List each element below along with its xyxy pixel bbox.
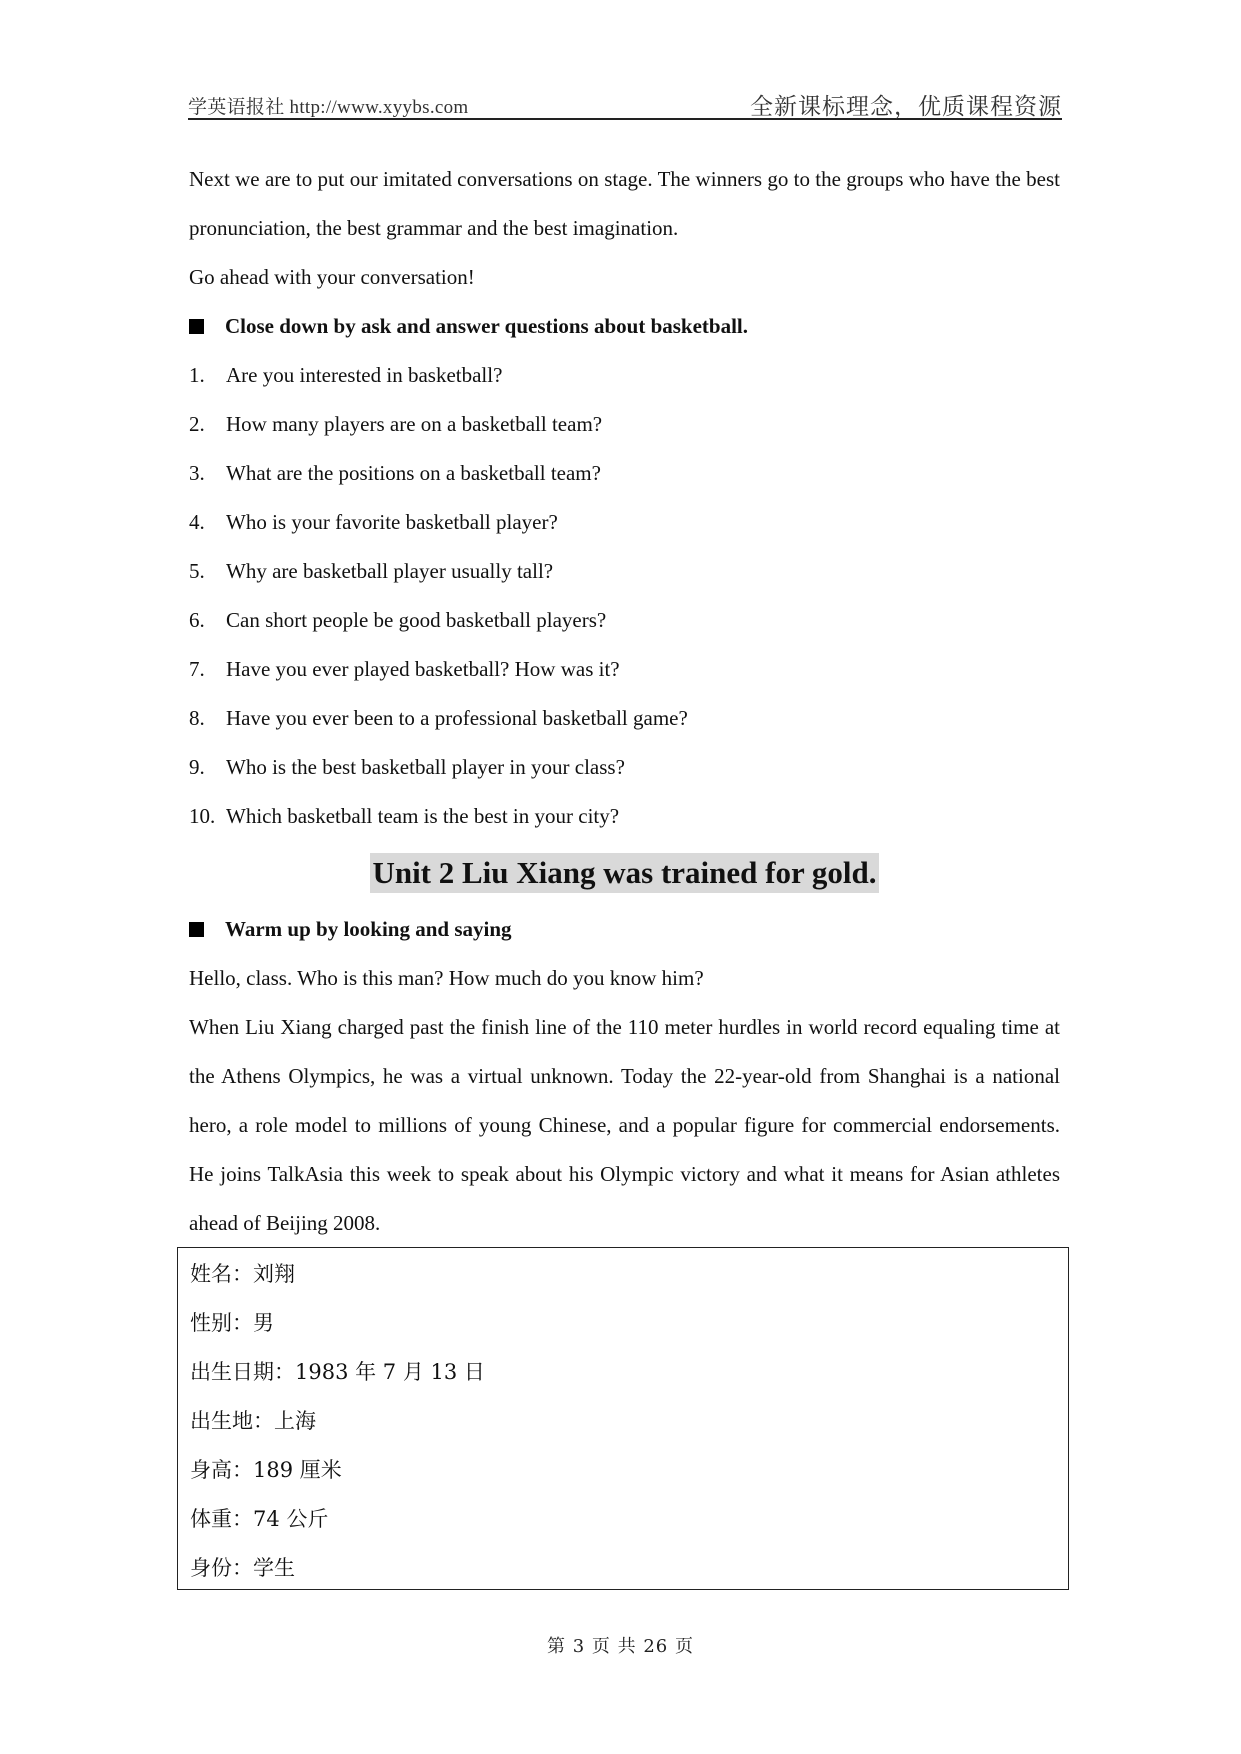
info-name: 姓名：刘翔 [190, 1262, 295, 1286]
question-list [189, 351, 1060, 841]
list-item-number: 3. [189, 461, 205, 485]
page-content [189, 155, 1060, 1248]
info-height: 身高：189 厘米 [190, 1458, 342, 1482]
section-heading-warm-up [189, 905, 1060, 954]
list-item [189, 792, 1060, 841]
list-item [189, 400, 1060, 449]
intro-line: Go ahead with your conversation! [189, 265, 475, 289]
list-item-number: 10. [189, 804, 216, 828]
list-item-text: How many players are on a basketball team? [226, 412, 603, 436]
info-birthplace: 出生地：上海 [190, 1409, 316, 1433]
profile-info-box [177, 1247, 1069, 1590]
list-item-text: Are you interested in basketball? [226, 363, 503, 387]
list-item [189, 596, 1060, 645]
list-item-number: 6. [189, 608, 205, 632]
list-item-text: Have you ever been to a professional basketball game? [226, 706, 688, 730]
list-item [189, 498, 1060, 547]
list-item-number: 8. [189, 706, 205, 730]
section-heading-close-down [189, 302, 1060, 351]
list-item-text: What are the positions on a basketball team? [226, 461, 601, 485]
info-occupation: 身份：学生 [190, 1556, 295, 1580]
page-header [188, 86, 1062, 120]
list-item-number: 1. [189, 363, 205, 387]
list-item-text: Who is your favorite basketball player? [226, 510, 558, 534]
list-item-number: 4. [189, 510, 205, 534]
header-slogan: 全新课标理念，优质课程资源 [750, 94, 1062, 119]
list-item-number: 7. [189, 657, 205, 681]
list-item-number: 5. [189, 559, 205, 583]
info-weight: 体重：74 公斤 [190, 1507, 329, 1531]
list-item [189, 743, 1060, 792]
list-item-number: 9. [189, 755, 205, 779]
section-heading-text: Close down by ask and answer questions about basketball. [225, 314, 749, 338]
list-item-text: Who is the best basketball player in your class? [226, 755, 625, 779]
list-item [189, 645, 1060, 694]
page-number: 第 3 页 共 26 页 [547, 1636, 694, 1657]
warm-up-paragraph: When Liu Xiang charged past the finish line of the 110 meter hurdles in world record equaling time at the Athens Olympics, he was a virtual unknown. Today the 22-year-old from Shanghai is a national hero, a role model to millions of young Chinese, and a popular figure for commercial endorsements. He joins TalkAsia this week to speak about his Olympic victory and what it means for Asian athletes ahead of Beijing 2008. [189, 1015, 1060, 1235]
list-item-text: Which basketball team is the best in your city? [226, 804, 620, 828]
square-bullet-icon [189, 319, 204, 334]
list-item-text: Have you ever played basketball? How was it? [226, 657, 620, 681]
list-item-text: Can short people be good basketball players? [226, 608, 607, 632]
square-bullet-icon [189, 922, 204, 937]
intro-paragraph: Next we are to put our imitated conversations on stage. The winners go to the groups who have the best pronunciation, the best grammar and the best imagination. [189, 167, 1060, 240]
info-gender: 性别：男 [190, 1311, 274, 1335]
list-item-number: 2. [189, 412, 205, 436]
info-birthdate: 出生日期：1983 年 7 月 13 日 [190, 1360, 485, 1384]
list-item [189, 449, 1060, 498]
header-publisher: 学英语报社 http://www.xyybs.com [188, 97, 469, 118]
section-heading-text: Warm up by looking and saying [225, 917, 512, 941]
list-item [189, 547, 1060, 596]
unit-title: Unit 2 Liu Xiang was trained for gold. [370, 853, 878, 893]
list-item [189, 351, 1060, 400]
unit-title-block [189, 843, 1060, 903]
list-item-text: Why are basketball player usually tall? [226, 559, 554, 583]
list-item [189, 694, 1060, 743]
warm-up-question: Hello, class. Who is this man? How much do you know him? [189, 966, 704, 990]
